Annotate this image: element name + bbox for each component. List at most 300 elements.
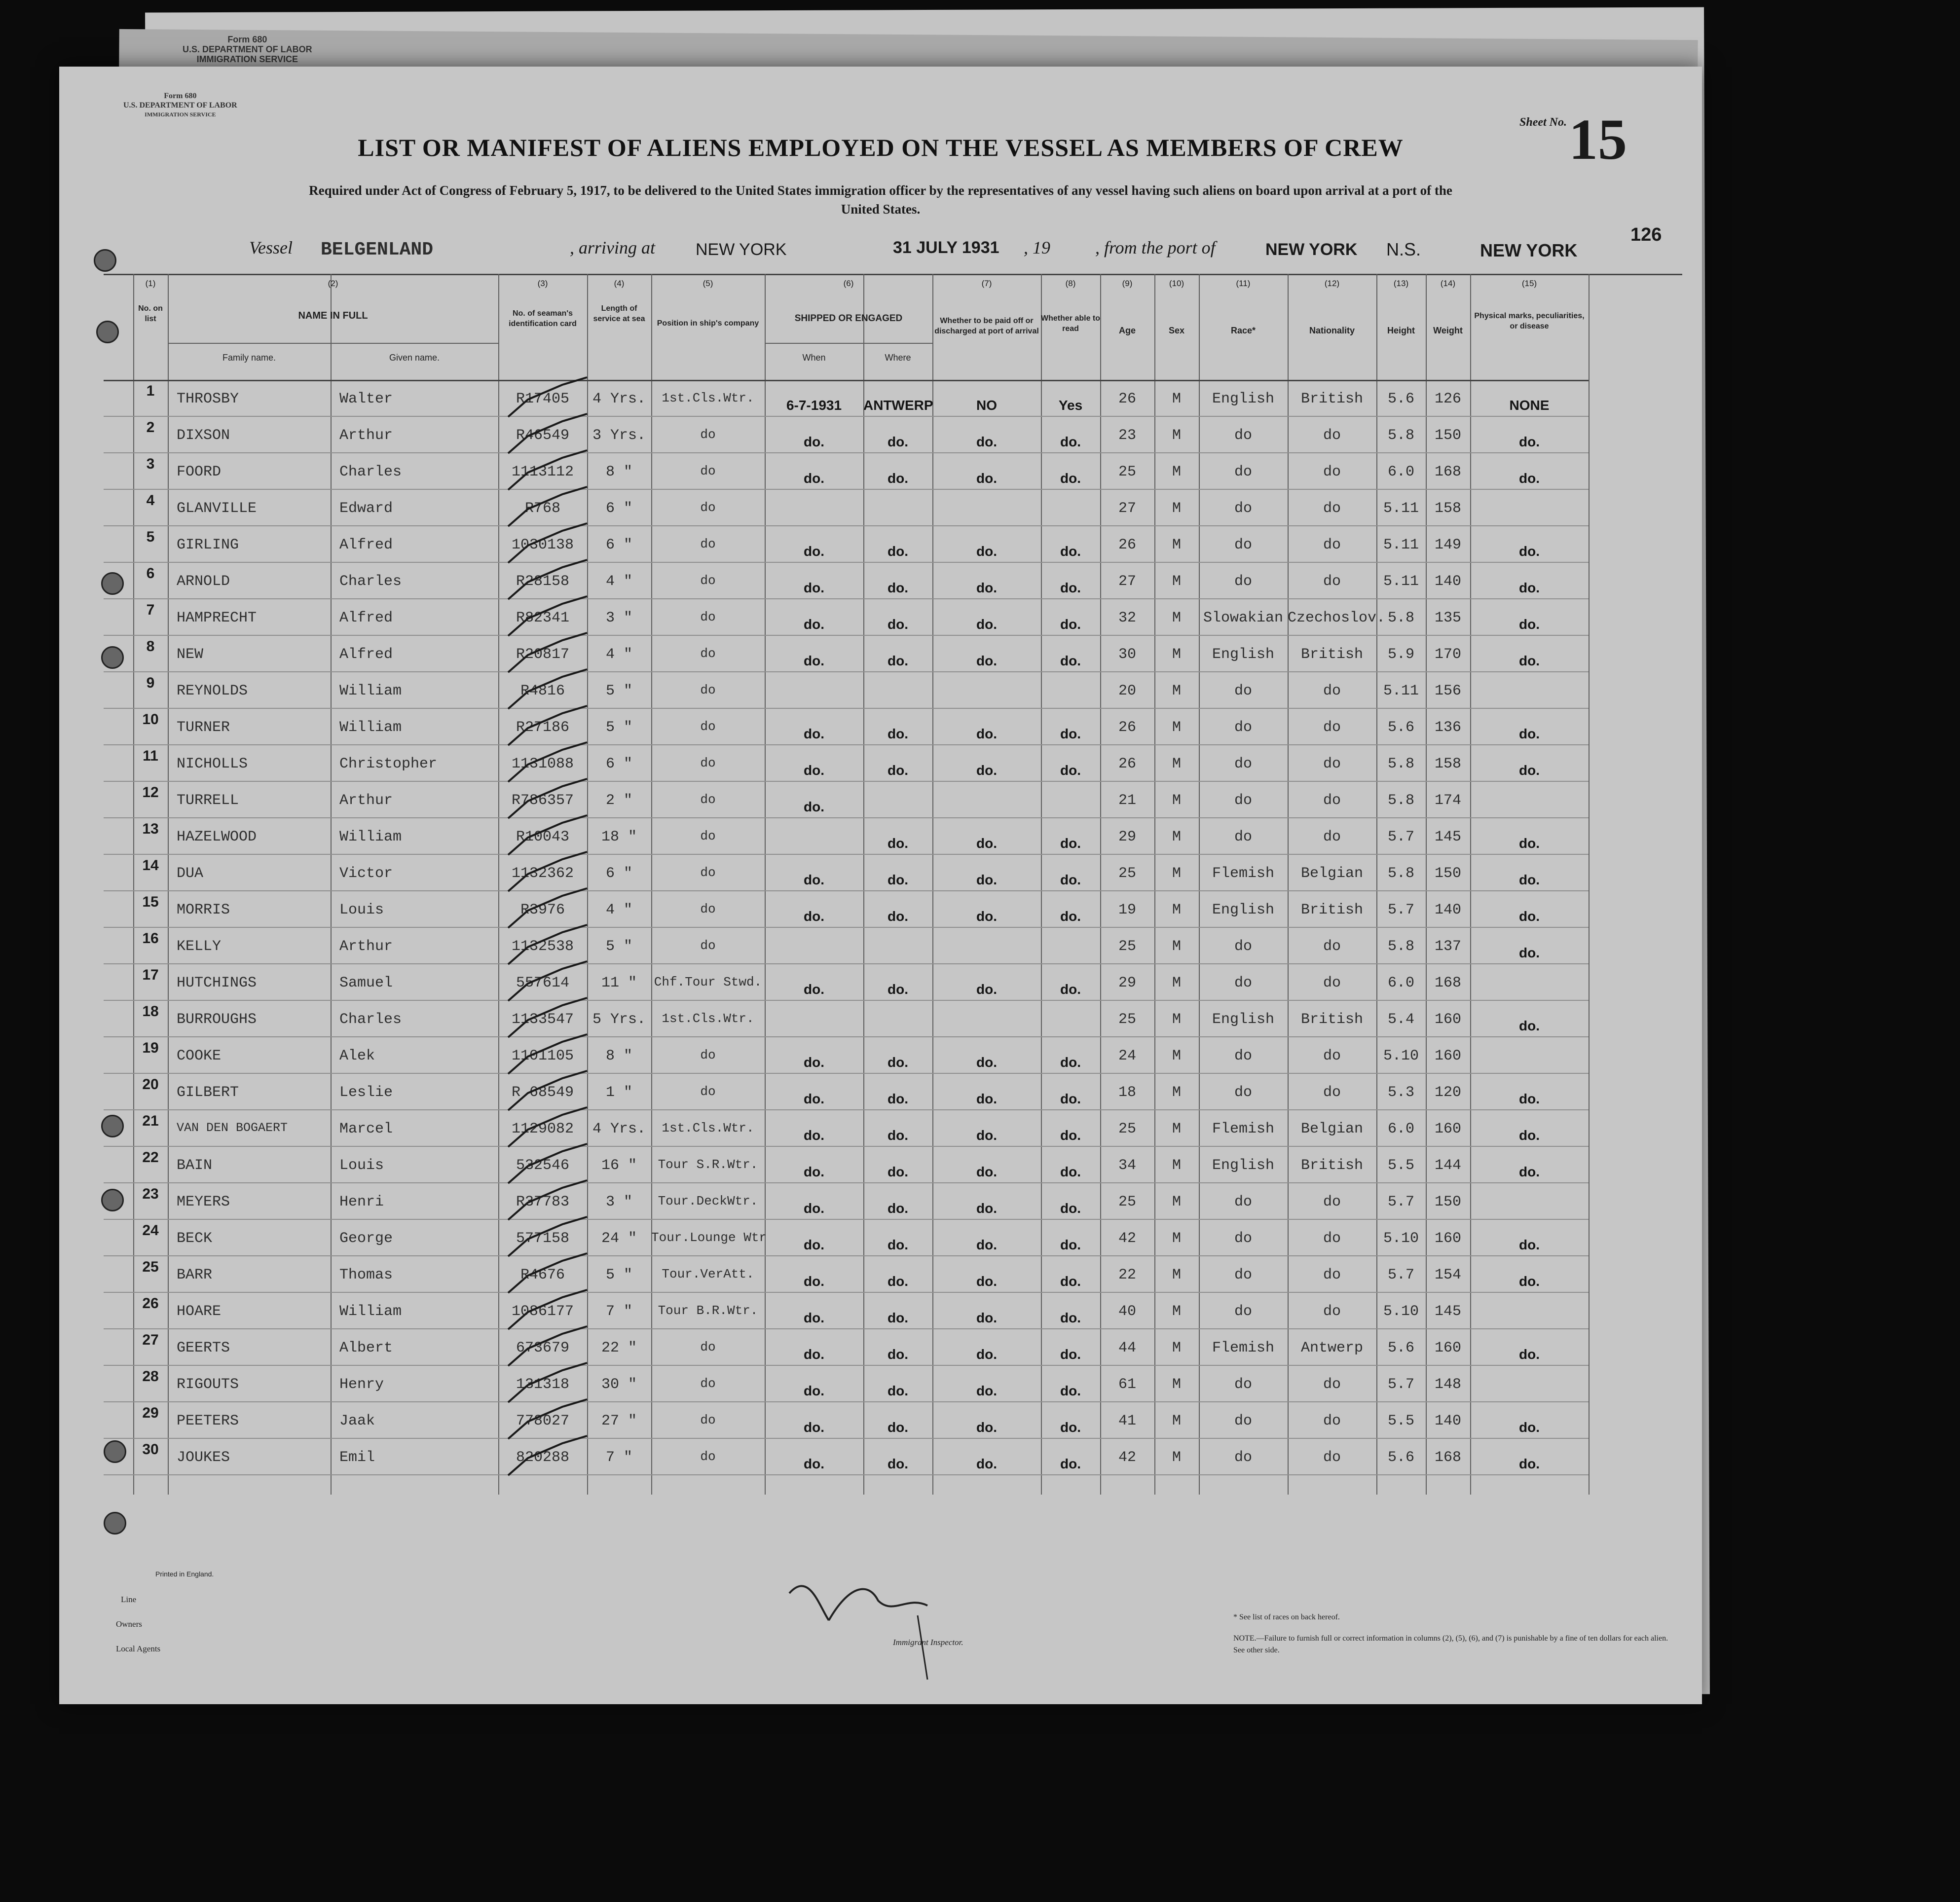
punch-hole bbox=[101, 1189, 124, 1211]
cell-nationality: do bbox=[1323, 683, 1341, 699]
header-paid-off: Whether to be paid off or discharged at port of arrival bbox=[934, 317, 1039, 335]
cell-height: 5.7 bbox=[1387, 1194, 1414, 1210]
cell-service: 4 " bbox=[605, 902, 632, 918]
cell-service: 22 " bbox=[601, 1340, 637, 1356]
cell-read: do. bbox=[1060, 1420, 1081, 1435]
cell-read: do. bbox=[1060, 1055, 1081, 1070]
cell-paid: do. bbox=[976, 580, 997, 595]
header-age: Age bbox=[1118, 326, 1136, 335]
cell-family: TURRELL bbox=[177, 792, 239, 809]
cell-given: Alek bbox=[339, 1048, 375, 1064]
cell-sex: M bbox=[1172, 1413, 1181, 1429]
cell-sex: M bbox=[1172, 829, 1181, 845]
from-port-2: NEW YORK bbox=[1480, 240, 1578, 260]
cell-read: do. bbox=[1060, 1201, 1081, 1216]
column-number: (13) bbox=[1393, 279, 1409, 288]
cell-card: 131318 bbox=[516, 1376, 570, 1393]
cell-family: HAMPRECHT bbox=[177, 610, 257, 626]
cell-height: 5.9 bbox=[1387, 646, 1414, 663]
cell-family: BURROUGHS bbox=[177, 1011, 257, 1028]
cell-card: R17405 bbox=[516, 391, 570, 407]
cell-race: do bbox=[1234, 1449, 1252, 1466]
cell-where: do. bbox=[888, 1128, 908, 1143]
row-number: 26 bbox=[142, 1295, 159, 1312]
cell-read: do. bbox=[1060, 982, 1081, 997]
cell-read: do. bbox=[1060, 1274, 1081, 1289]
cell-nationality: do bbox=[1323, 500, 1341, 517]
cell-when: do. bbox=[804, 1164, 824, 1179]
cell-age: 42 bbox=[1118, 1230, 1136, 1247]
cell-where: do. bbox=[888, 1310, 908, 1325]
cell-service: 18 " bbox=[601, 829, 637, 845]
cell-position: do bbox=[700, 902, 716, 916]
cell-given: Louis bbox=[339, 902, 384, 918]
cell-weight: 150 bbox=[1434, 427, 1461, 444]
cell-race: do bbox=[1234, 464, 1252, 480]
cell-height: 5.7 bbox=[1387, 829, 1414, 845]
row-number: 2 bbox=[146, 419, 155, 436]
cell-age: 25 bbox=[1118, 1121, 1136, 1137]
cell-where: do. bbox=[888, 471, 908, 486]
cell-height: 5.8 bbox=[1387, 427, 1414, 444]
cell-position: do bbox=[700, 1048, 716, 1062]
cell-weight: 168 bbox=[1434, 1449, 1461, 1466]
cell-age: 32 bbox=[1118, 610, 1136, 626]
cell-read: do. bbox=[1060, 1310, 1081, 1325]
cell-weight: 158 bbox=[1434, 756, 1461, 772]
header-nationality: Nationality bbox=[1309, 326, 1355, 335]
cell-card: 673679 bbox=[516, 1340, 570, 1356]
cell-position: Tour B.R.Wtr. bbox=[658, 1303, 758, 1318]
cell-card: R27186 bbox=[516, 719, 570, 736]
column-number: (4) bbox=[614, 279, 625, 288]
cell-given: William bbox=[339, 719, 402, 736]
cell-race: do bbox=[1234, 427, 1252, 444]
cell-sex: M bbox=[1172, 1011, 1181, 1028]
cell-position: Tour.DeckWtr. bbox=[658, 1194, 758, 1208]
cell-paid: NO bbox=[976, 398, 997, 413]
cell-sex: M bbox=[1172, 573, 1181, 590]
row-number: 29 bbox=[142, 1405, 159, 1421]
row-number: 5 bbox=[146, 529, 155, 545]
cell-family: GIRLING bbox=[177, 537, 239, 553]
cell-when: do. bbox=[804, 1201, 824, 1216]
cell-nationality: do bbox=[1323, 1413, 1341, 1429]
cell-service: 7 " bbox=[605, 1303, 632, 1320]
cell-sex: M bbox=[1172, 1121, 1181, 1137]
inspector-signature bbox=[789, 1586, 927, 1620]
header-sex: Sex bbox=[1168, 326, 1185, 335]
cell-service: 5 " bbox=[605, 719, 632, 736]
cell-read: do. bbox=[1060, 1164, 1081, 1179]
cell-when: do. bbox=[804, 544, 824, 559]
cell-race: do bbox=[1234, 1267, 1252, 1283]
header-family-name: Family name. bbox=[222, 353, 276, 363]
cell-card: 1113112 bbox=[511, 464, 574, 480]
cell-where: do. bbox=[888, 909, 908, 924]
cell-nationality: do bbox=[1323, 427, 1341, 444]
cell-height: 5.10 bbox=[1383, 1230, 1419, 1247]
cell-marks: do. bbox=[1519, 544, 1540, 559]
cell-height: 5.11 bbox=[1383, 537, 1419, 553]
header-weight: Weight bbox=[1433, 326, 1463, 335]
cell-when: do. bbox=[804, 1347, 824, 1362]
cell-position: do bbox=[700, 938, 716, 953]
cell-where: do. bbox=[888, 1237, 908, 1252]
cell-read: do. bbox=[1060, 1383, 1081, 1398]
column-number: (12) bbox=[1324, 279, 1340, 288]
cell-read: do. bbox=[1060, 872, 1081, 887]
cell-paid: do. bbox=[976, 1055, 997, 1070]
fine-note: NOTE.—Failure to furnish full or correct information in columns (2), (5), (6), and (7) is punishable by a fine of ten dollars for each alien. See other side. bbox=[1233, 1634, 1668, 1654]
from-port-handwritten: N.S. bbox=[1386, 239, 1421, 259]
cell-age: 23 bbox=[1118, 427, 1136, 444]
cell-marks: do. bbox=[1519, 617, 1540, 632]
cell-height: 6.0 bbox=[1387, 1121, 1414, 1137]
cell-card: 1132362 bbox=[511, 865, 574, 882]
cell-card: R786357 bbox=[511, 792, 574, 809]
cell-race: do bbox=[1234, 829, 1252, 845]
cell-when: do. bbox=[804, 434, 824, 449]
cell-service: 4 " bbox=[605, 573, 632, 590]
cell-sex: M bbox=[1172, 1376, 1181, 1393]
cell-position: do bbox=[700, 573, 716, 588]
cell-family: GILBERT bbox=[177, 1084, 239, 1101]
cell-card: 1133547 bbox=[511, 1011, 574, 1028]
cell-service: 4 Yrs. bbox=[592, 1121, 646, 1137]
row-number: 15 bbox=[142, 894, 159, 910]
cell-service: 3 " bbox=[605, 1194, 632, 1210]
cell-position: do bbox=[700, 1340, 716, 1354]
cell-given: Alfred bbox=[339, 537, 393, 553]
printed-note: Printed in England. bbox=[155, 1570, 214, 1578]
cell-given: Edward bbox=[339, 500, 393, 517]
cell-where: do. bbox=[888, 836, 908, 851]
cell-card: 778027 bbox=[516, 1413, 570, 1429]
cell-family: FOORD bbox=[177, 464, 222, 480]
cell-where: do. bbox=[888, 1091, 908, 1106]
cell-position: do bbox=[700, 792, 716, 807]
cell-given: Arthur bbox=[339, 938, 393, 955]
cell-given: William bbox=[339, 683, 402, 699]
cell-marks: do. bbox=[1519, 945, 1540, 960]
cell-service: 5 " bbox=[605, 683, 632, 699]
cell-family: TURNER bbox=[177, 719, 230, 736]
cell-read: do. bbox=[1060, 1091, 1081, 1106]
cell-read: do. bbox=[1060, 544, 1081, 559]
cell-card: R 68549 bbox=[511, 1084, 574, 1101]
page-title: LIST OR MANIFEST OF ALIENS EMPLOYED ON THE VESSEL AS MEMBERS OF CREW bbox=[358, 134, 1404, 161]
cell-given: Arthur bbox=[339, 792, 393, 809]
cell-age: 42 bbox=[1118, 1449, 1136, 1466]
cell-where: do. bbox=[888, 872, 908, 887]
cell-given: Walter bbox=[339, 391, 393, 407]
cell-height: 5.8 bbox=[1387, 610, 1414, 626]
cell-sex: M bbox=[1172, 902, 1181, 918]
column-number: (1) bbox=[145, 279, 156, 288]
cell-race: do bbox=[1234, 500, 1252, 517]
cell-paid: do. bbox=[976, 1274, 997, 1289]
row-number: 3 bbox=[146, 456, 155, 472]
cell-height: 5.7 bbox=[1387, 1267, 1414, 1283]
row-number: 1 bbox=[146, 383, 155, 399]
cell-height: 5.8 bbox=[1387, 865, 1414, 882]
cell-given: Henry bbox=[339, 1376, 384, 1393]
cell-paid: do. bbox=[976, 1310, 997, 1325]
cell-sex: M bbox=[1172, 938, 1181, 955]
cell-when: do. bbox=[804, 617, 824, 632]
cell-family: PEETERS bbox=[177, 1413, 239, 1429]
cell-height: 6.0 bbox=[1387, 975, 1414, 991]
cell-given: Charles bbox=[339, 573, 402, 590]
cell-position: do bbox=[700, 537, 716, 551]
cell-where: do. bbox=[888, 1456, 908, 1471]
cell-given: William bbox=[339, 1303, 402, 1320]
row-number: 6 bbox=[146, 565, 155, 582]
from-port: NEW YORK bbox=[1265, 240, 1358, 259]
cell-sex: M bbox=[1172, 756, 1181, 772]
row-number: 9 bbox=[146, 675, 155, 691]
cell-family: KELLY bbox=[177, 938, 222, 955]
header-physical-marks: Physical marks, peculiarities, or disease bbox=[1474, 312, 1585, 330]
cell-position: do bbox=[700, 1376, 716, 1391]
cell-given: Alfred bbox=[339, 646, 393, 663]
cell-race: English bbox=[1212, 646, 1275, 663]
cell-paid: do. bbox=[976, 1237, 997, 1252]
cell-age: 25 bbox=[1118, 464, 1136, 480]
cell-marks: do. bbox=[1519, 1018, 1540, 1033]
cell-nationality: do bbox=[1323, 1376, 1341, 1393]
cell-marks: do. bbox=[1519, 653, 1540, 668]
under-form-id: Form 680 U.S. DEPARTMENT OF LABOR IMMIGRATION SERVICE bbox=[183, 35, 312, 64]
cell-paid: do. bbox=[976, 726, 997, 741]
cell-card: R10043 bbox=[516, 829, 570, 845]
cell-weight: 136 bbox=[1434, 719, 1461, 736]
row-number: 14 bbox=[142, 857, 159, 874]
cell-card: R37783 bbox=[516, 1194, 570, 1210]
cell-height: 5.11 bbox=[1383, 573, 1419, 590]
cell-where: do. bbox=[888, 1201, 908, 1216]
header-when: When bbox=[802, 353, 826, 363]
cell-where: do. bbox=[888, 434, 908, 449]
cell-nationality: do bbox=[1323, 792, 1341, 809]
cell-service: 5 " bbox=[605, 1267, 632, 1283]
header-race: Race* bbox=[1230, 326, 1256, 335]
cell-nationality: do bbox=[1323, 756, 1341, 772]
cell-when: do. bbox=[804, 1420, 824, 1435]
cell-marks: do. bbox=[1519, 434, 1540, 449]
cell-race: do bbox=[1234, 1376, 1252, 1393]
cell-height: 5.10 bbox=[1383, 1048, 1419, 1064]
cell-when: do. bbox=[804, 872, 824, 887]
row-number: 25 bbox=[142, 1259, 159, 1275]
cell-race: Flemish bbox=[1212, 1340, 1275, 1356]
cell-position: do bbox=[700, 865, 716, 880]
column-number: (3) bbox=[537, 279, 548, 288]
cell-weight: 160 bbox=[1434, 1121, 1461, 1137]
cell-position: 1st.Cls.Wtr. bbox=[662, 1121, 754, 1135]
cell-read: do. bbox=[1060, 763, 1081, 778]
cell-position: Tour.VerAtt. bbox=[662, 1267, 754, 1281]
cell-sex: M bbox=[1172, 1157, 1181, 1174]
cell-service: 4 " bbox=[605, 646, 632, 663]
cell-service: 3 Yrs. bbox=[592, 427, 646, 444]
cell-position: Tour.Lounge Wtr bbox=[651, 1230, 767, 1245]
column-number: (11) bbox=[1236, 279, 1251, 288]
sheet-label: Sheet No. bbox=[1519, 116, 1567, 129]
cell-marks: do. bbox=[1519, 1347, 1540, 1362]
cell-age: 19 bbox=[1118, 902, 1136, 918]
cell-family: REYNOLDS bbox=[177, 683, 248, 699]
cell-age: 21 bbox=[1118, 792, 1136, 809]
cell-when: do. bbox=[804, 909, 824, 924]
column-number: (15) bbox=[1521, 279, 1537, 288]
cell-given: Louis bbox=[339, 1157, 384, 1174]
cell-service: 11 " bbox=[601, 975, 637, 991]
cell-service: 6 " bbox=[605, 500, 632, 517]
cell-service: 6 " bbox=[605, 756, 632, 772]
cell-weight: 140 bbox=[1434, 1413, 1461, 1429]
row-number: 27 bbox=[142, 1332, 159, 1348]
cell-nationality: do bbox=[1323, 537, 1341, 553]
cell-race: do bbox=[1234, 683, 1252, 699]
row-number: 22 bbox=[142, 1149, 159, 1166]
cell-nationality: British bbox=[1300, 1157, 1364, 1174]
cell-height: 5.11 bbox=[1383, 683, 1419, 699]
cell-age: 34 bbox=[1118, 1157, 1136, 1174]
cell-sex: M bbox=[1172, 865, 1181, 882]
punch-hole bbox=[94, 249, 116, 272]
cell-paid: do. bbox=[976, 1128, 997, 1143]
cell-age: 22 bbox=[1118, 1267, 1136, 1283]
cell-paid: do. bbox=[976, 1383, 997, 1398]
cell-card: 1086177 bbox=[511, 1303, 574, 1320]
cell-marks: do. bbox=[1519, 1128, 1540, 1143]
cell-given: Henri bbox=[339, 1194, 384, 1210]
cell-position: do bbox=[700, 1413, 716, 1427]
vessel-label: Vessel bbox=[249, 238, 293, 257]
cell-marks: do. bbox=[1519, 1456, 1540, 1471]
cell-card: 1101105 bbox=[511, 1048, 574, 1064]
cell-card: 532546 bbox=[516, 1157, 570, 1174]
cell-paid: do. bbox=[976, 1201, 997, 1216]
cell-nationality: British bbox=[1300, 391, 1364, 407]
cell-sex: M bbox=[1172, 1340, 1181, 1356]
cell-height: 5.7 bbox=[1387, 1376, 1414, 1393]
cell-race: English bbox=[1212, 1157, 1275, 1174]
cell-nationality: do bbox=[1323, 1449, 1341, 1466]
cell-family: RIGOUTS bbox=[177, 1376, 239, 1393]
cell-family: DIXSON bbox=[177, 427, 230, 444]
cell-position: Chf.Tour Stwd. bbox=[654, 975, 762, 989]
cell-weight: 145 bbox=[1434, 829, 1461, 845]
cell-sex: M bbox=[1172, 391, 1181, 407]
cell-card: R4676 bbox=[520, 1267, 565, 1283]
punch-hole bbox=[104, 1440, 126, 1463]
row-number: 24 bbox=[142, 1222, 159, 1239]
column-number: (6) bbox=[843, 279, 854, 288]
cell-given: Albert bbox=[339, 1340, 393, 1356]
cell-height: 5.7 bbox=[1387, 902, 1414, 918]
cell-race: do bbox=[1234, 1084, 1252, 1101]
sheet-number: 15 bbox=[1569, 107, 1627, 172]
cell-card: 1132538 bbox=[511, 938, 574, 955]
cell-nationality: do bbox=[1323, 1194, 1341, 1210]
cell-paid: do. bbox=[976, 544, 997, 559]
manifest-sheet bbox=[59, 67, 1702, 1704]
cell-nationality: Belgian bbox=[1300, 865, 1364, 882]
cell-age: 29 bbox=[1118, 975, 1136, 991]
header-name-in-full: NAME IN FULL bbox=[298, 310, 368, 321]
cell-marks: do. bbox=[1519, 909, 1540, 924]
form-number: Form 680 bbox=[164, 92, 197, 100]
cell-service: 3 " bbox=[605, 610, 632, 626]
cell-service: 6 " bbox=[605, 537, 632, 553]
cell-given: Thomas bbox=[339, 1267, 393, 1283]
cell-paid: do. bbox=[976, 653, 997, 668]
cell-card: 1030138 bbox=[511, 537, 574, 553]
cell-where: do. bbox=[888, 726, 908, 741]
row-number: 18 bbox=[142, 1003, 159, 1020]
row-number: 19 bbox=[142, 1040, 159, 1056]
cell-weight: 137 bbox=[1434, 938, 1461, 955]
cell-paid: do. bbox=[976, 1456, 997, 1471]
cell-sex: M bbox=[1172, 646, 1181, 663]
cell-race: do bbox=[1234, 1194, 1252, 1210]
cell-marks: do. bbox=[1519, 763, 1540, 778]
cell-read: do. bbox=[1060, 471, 1081, 486]
cell-weight: 168 bbox=[1434, 975, 1461, 991]
cell-nationality: do bbox=[1323, 1303, 1341, 1320]
cell-race: do bbox=[1234, 719, 1252, 736]
cell-weight: 160 bbox=[1434, 1011, 1461, 1028]
cell-paid: do. bbox=[976, 1091, 997, 1106]
cell-read: Yes bbox=[1058, 398, 1083, 413]
cell-card: R20817 bbox=[516, 646, 570, 663]
row-number: 10 bbox=[142, 711, 159, 728]
row-number: 16 bbox=[142, 930, 159, 947]
cell-height: 5.4 bbox=[1387, 1011, 1414, 1028]
cell-when: do. bbox=[804, 1091, 824, 1106]
cell-weight: 174 bbox=[1434, 792, 1461, 809]
cell-when: do. bbox=[804, 1456, 824, 1471]
row-number: 8 bbox=[146, 638, 155, 655]
row-number: 12 bbox=[142, 784, 159, 801]
cell-age: 30 bbox=[1118, 646, 1136, 663]
cell-position: do bbox=[700, 719, 716, 734]
header-id-card: No. of seaman's identification card bbox=[509, 309, 577, 328]
cell-card: 1129082 bbox=[511, 1121, 574, 1137]
punch-hole bbox=[104, 1512, 126, 1535]
cell-family: THROSBY bbox=[177, 391, 239, 407]
cell-age: 20 bbox=[1118, 683, 1136, 699]
cell-age: 41 bbox=[1118, 1413, 1136, 1429]
cell-when: do. bbox=[804, 471, 824, 486]
arriving-port: NEW YORK bbox=[696, 240, 787, 259]
cell-marks: do. bbox=[1519, 1274, 1540, 1289]
cell-given: George bbox=[339, 1230, 393, 1247]
form-service: IMMIGRATION SERVICE bbox=[145, 111, 216, 118]
cell-card: 557614 bbox=[516, 975, 570, 991]
cell-race: do bbox=[1234, 756, 1252, 772]
cell-sex: M bbox=[1172, 792, 1181, 809]
header-length-service: Length of service at sea bbox=[593, 304, 645, 323]
cell-family: BECK bbox=[177, 1230, 213, 1247]
cell-paid: do. bbox=[976, 872, 997, 887]
cell-family: ARNOLD bbox=[177, 573, 230, 590]
cell-where: do. bbox=[888, 1383, 908, 1398]
cell-sex: M bbox=[1172, 1084, 1181, 1101]
